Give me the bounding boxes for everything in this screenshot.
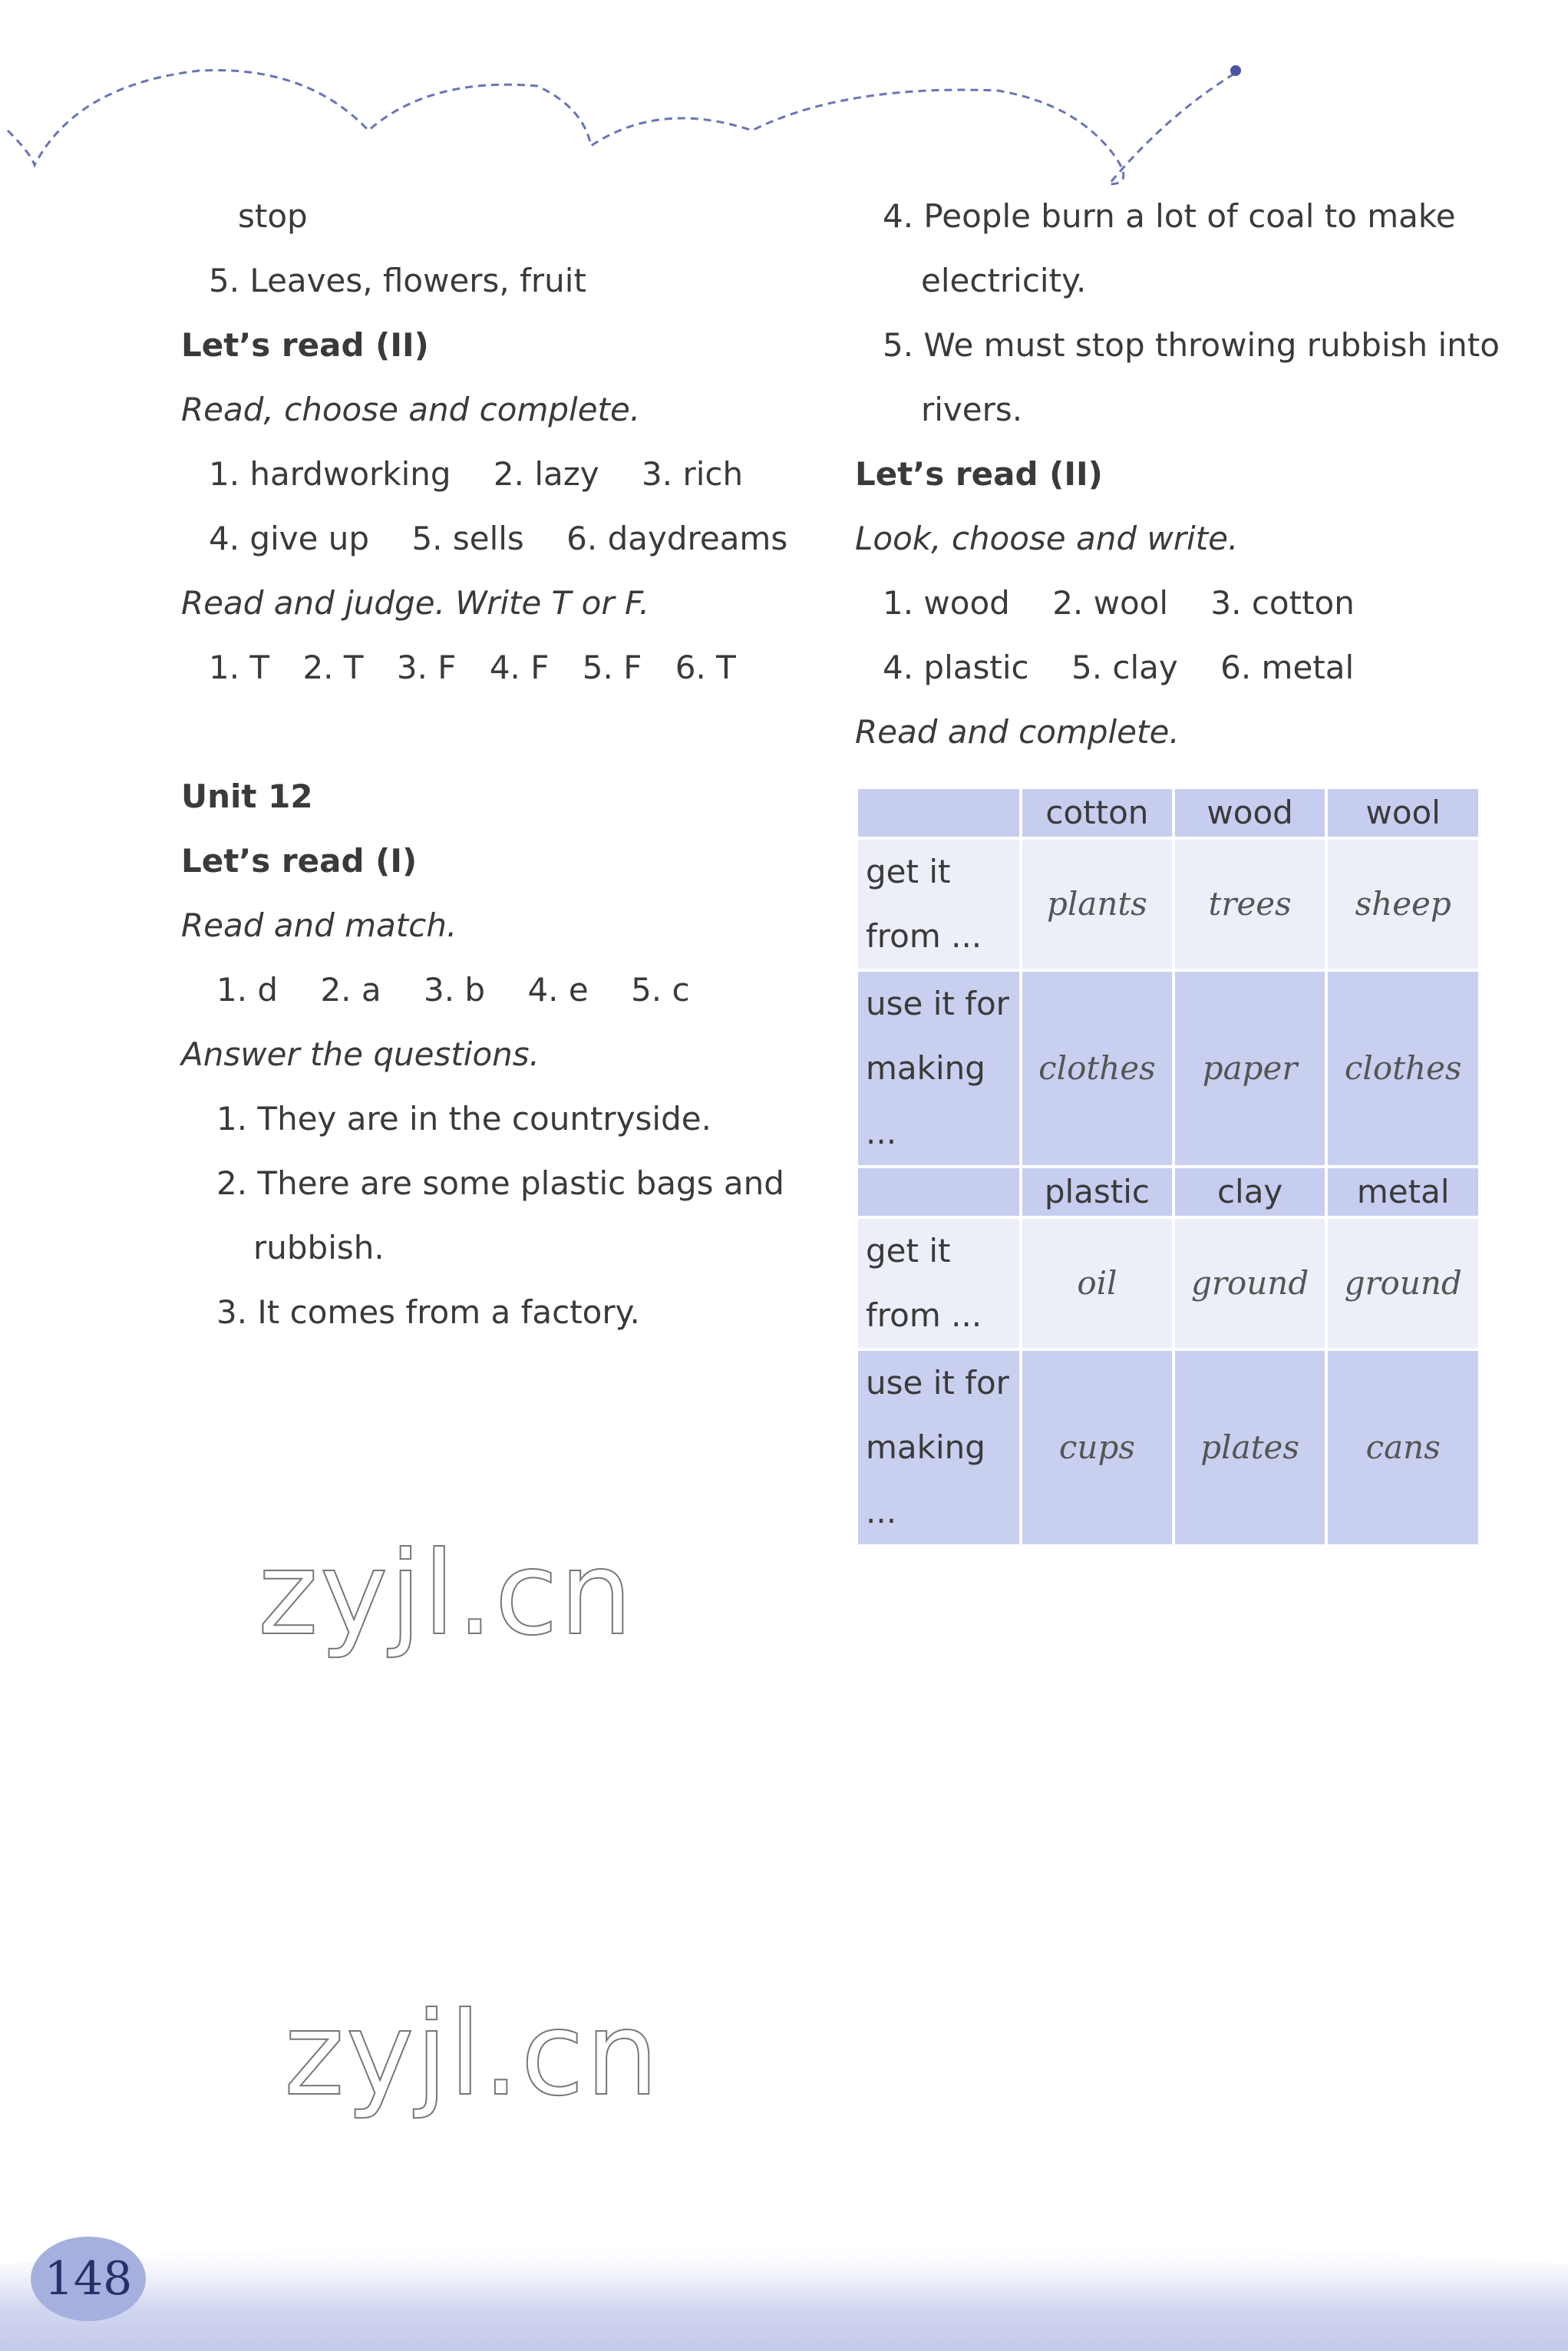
answer: 5. clay [1071,649,1178,686]
answer: 5. F [582,649,642,686]
answer: 1. hardworking [209,455,451,493]
item-4: 4. People burn a lot of coal to make [883,197,1456,235]
row-label-line: use it for [866,1364,1009,1402]
table-cell: cups [1022,1351,1172,1544]
table-cell: plants [1022,840,1172,969]
row-label [858,1351,1019,1544]
prev-item-5: 5. Leaves, flowers, fruit [209,262,586,299]
answer: 6. T [675,649,736,686]
answer: 4. plastic [883,649,1029,686]
table-header-row [858,1168,1478,1216]
answers-row-2 [855,636,1500,700]
table-header-cell: plastic [1022,1168,1172,1216]
answer: 2. wool [1052,584,1169,622]
item-5: 5. We must stop throwing rubbish into [883,326,1500,364]
answer: 5. sells [411,520,524,557]
materials-table [855,786,1481,1547]
answer: 1. T [209,649,270,686]
prev-continuation: stop [238,197,308,235]
row-label-line: from ... [866,917,982,955]
row-label-line: making ... [866,1428,985,1530]
row-label-line: making ... [866,1049,985,1151]
instruction-read-complete: Read and complete. [855,713,1180,751]
watermark: zyjl.cn [284,1988,661,2122]
row-label-line: from ... [866,1296,982,1334]
answers-row-1 [855,571,1500,636]
table-cell [858,789,1019,837]
answer-2: 2. There are some plastic bags and [216,1164,784,1202]
table-row [858,840,1478,969]
judge-answers [181,636,841,700]
instruction-answer-questions: Answer the questions. [181,1035,540,1073]
section-heading-read2: Let’s read (II) [181,326,429,364]
answer-3: 3. It comes from a factory. [216,1293,640,1331]
page-number: 148 [31,2237,146,2321]
answer: 4. give up [209,520,370,557]
item-4-cont: electricity. [921,262,1087,299]
table-row [858,1219,1478,1348]
table-cell: sheep [1328,840,1478,969]
row-label [858,972,1019,1165]
bottom-gradient-band [0,2218,1568,2351]
answer-2-cont: rubbish. [253,1229,385,1266]
row-label-line: get it [866,1232,951,1270]
table-header-cell: clay [1175,1168,1325,1216]
answer: 6. metal [1220,649,1355,686]
table-row [858,1351,1478,1544]
answer: 3. F [396,649,457,686]
table-header-row [858,789,1478,837]
answer: 3. b [423,971,486,1009]
answer: 4. e [527,971,589,1009]
table-header-cell: metal [1328,1168,1478,1216]
row-label-line: use it for [866,985,1009,1022]
table-cell [858,1168,1019,1216]
answer: 3. cotton [1210,584,1355,622]
table-header-cell: wood [1175,789,1325,837]
row-label-line: get it [866,853,951,890]
instruction-look-choose: Look, choose and write. [855,520,1239,557]
instruction-read-judge: Read and judge. Write T or F. [181,584,650,622]
table-cell: clothes [1328,972,1478,1165]
answer: 1. wood [883,584,1010,622]
answers-row-1 [181,442,841,507]
table-header-cell: cotton [1022,789,1172,837]
table-cell: ground [1328,1219,1478,1348]
answer-1: 1. They are in the countryside. [216,1100,711,1138]
answer: 5. c [631,971,690,1009]
table-cell: clothes [1022,972,1172,1165]
section-heading-read1: Let’s read (I) [181,842,418,880]
section-heading-read2: Let’s read (II) [855,455,1103,493]
left-column [181,184,841,1345]
table-cell: cans [1328,1351,1478,1544]
answer: 2. T [302,649,364,686]
answer: 4. F [489,649,550,686]
table-cell: oil [1022,1219,1172,1348]
right-column [855,184,1500,764]
table-row [858,972,1478,1165]
answer: 3. rich [642,455,744,493]
answer: 6. daydreams [566,520,788,557]
row-label [858,1219,1019,1348]
table-cell: paper [1175,972,1325,1165]
table-header-cell: wool [1328,789,1478,837]
dashed-wave-decoration [0,0,1568,200]
answer: 2. a [320,971,381,1009]
watermark: zyjl.cn [258,1527,635,1661]
row-label [858,840,1019,969]
answer: 2. lazy [493,455,599,493]
answer: 1. d [216,971,279,1009]
answers-row-2 [181,507,841,571]
match-answers [181,958,841,1022]
table-cell: trees [1175,840,1325,969]
table-cell: plates [1175,1351,1325,1544]
unit-title: Unit 12 [181,778,313,815]
item-5-cont: rivers. [921,391,1023,428]
instruction-read-choose: Read, choose and complete. [181,391,641,428]
instruction-read-match: Read and match. [181,906,457,944]
table-cell: ground [1175,1219,1325,1348]
